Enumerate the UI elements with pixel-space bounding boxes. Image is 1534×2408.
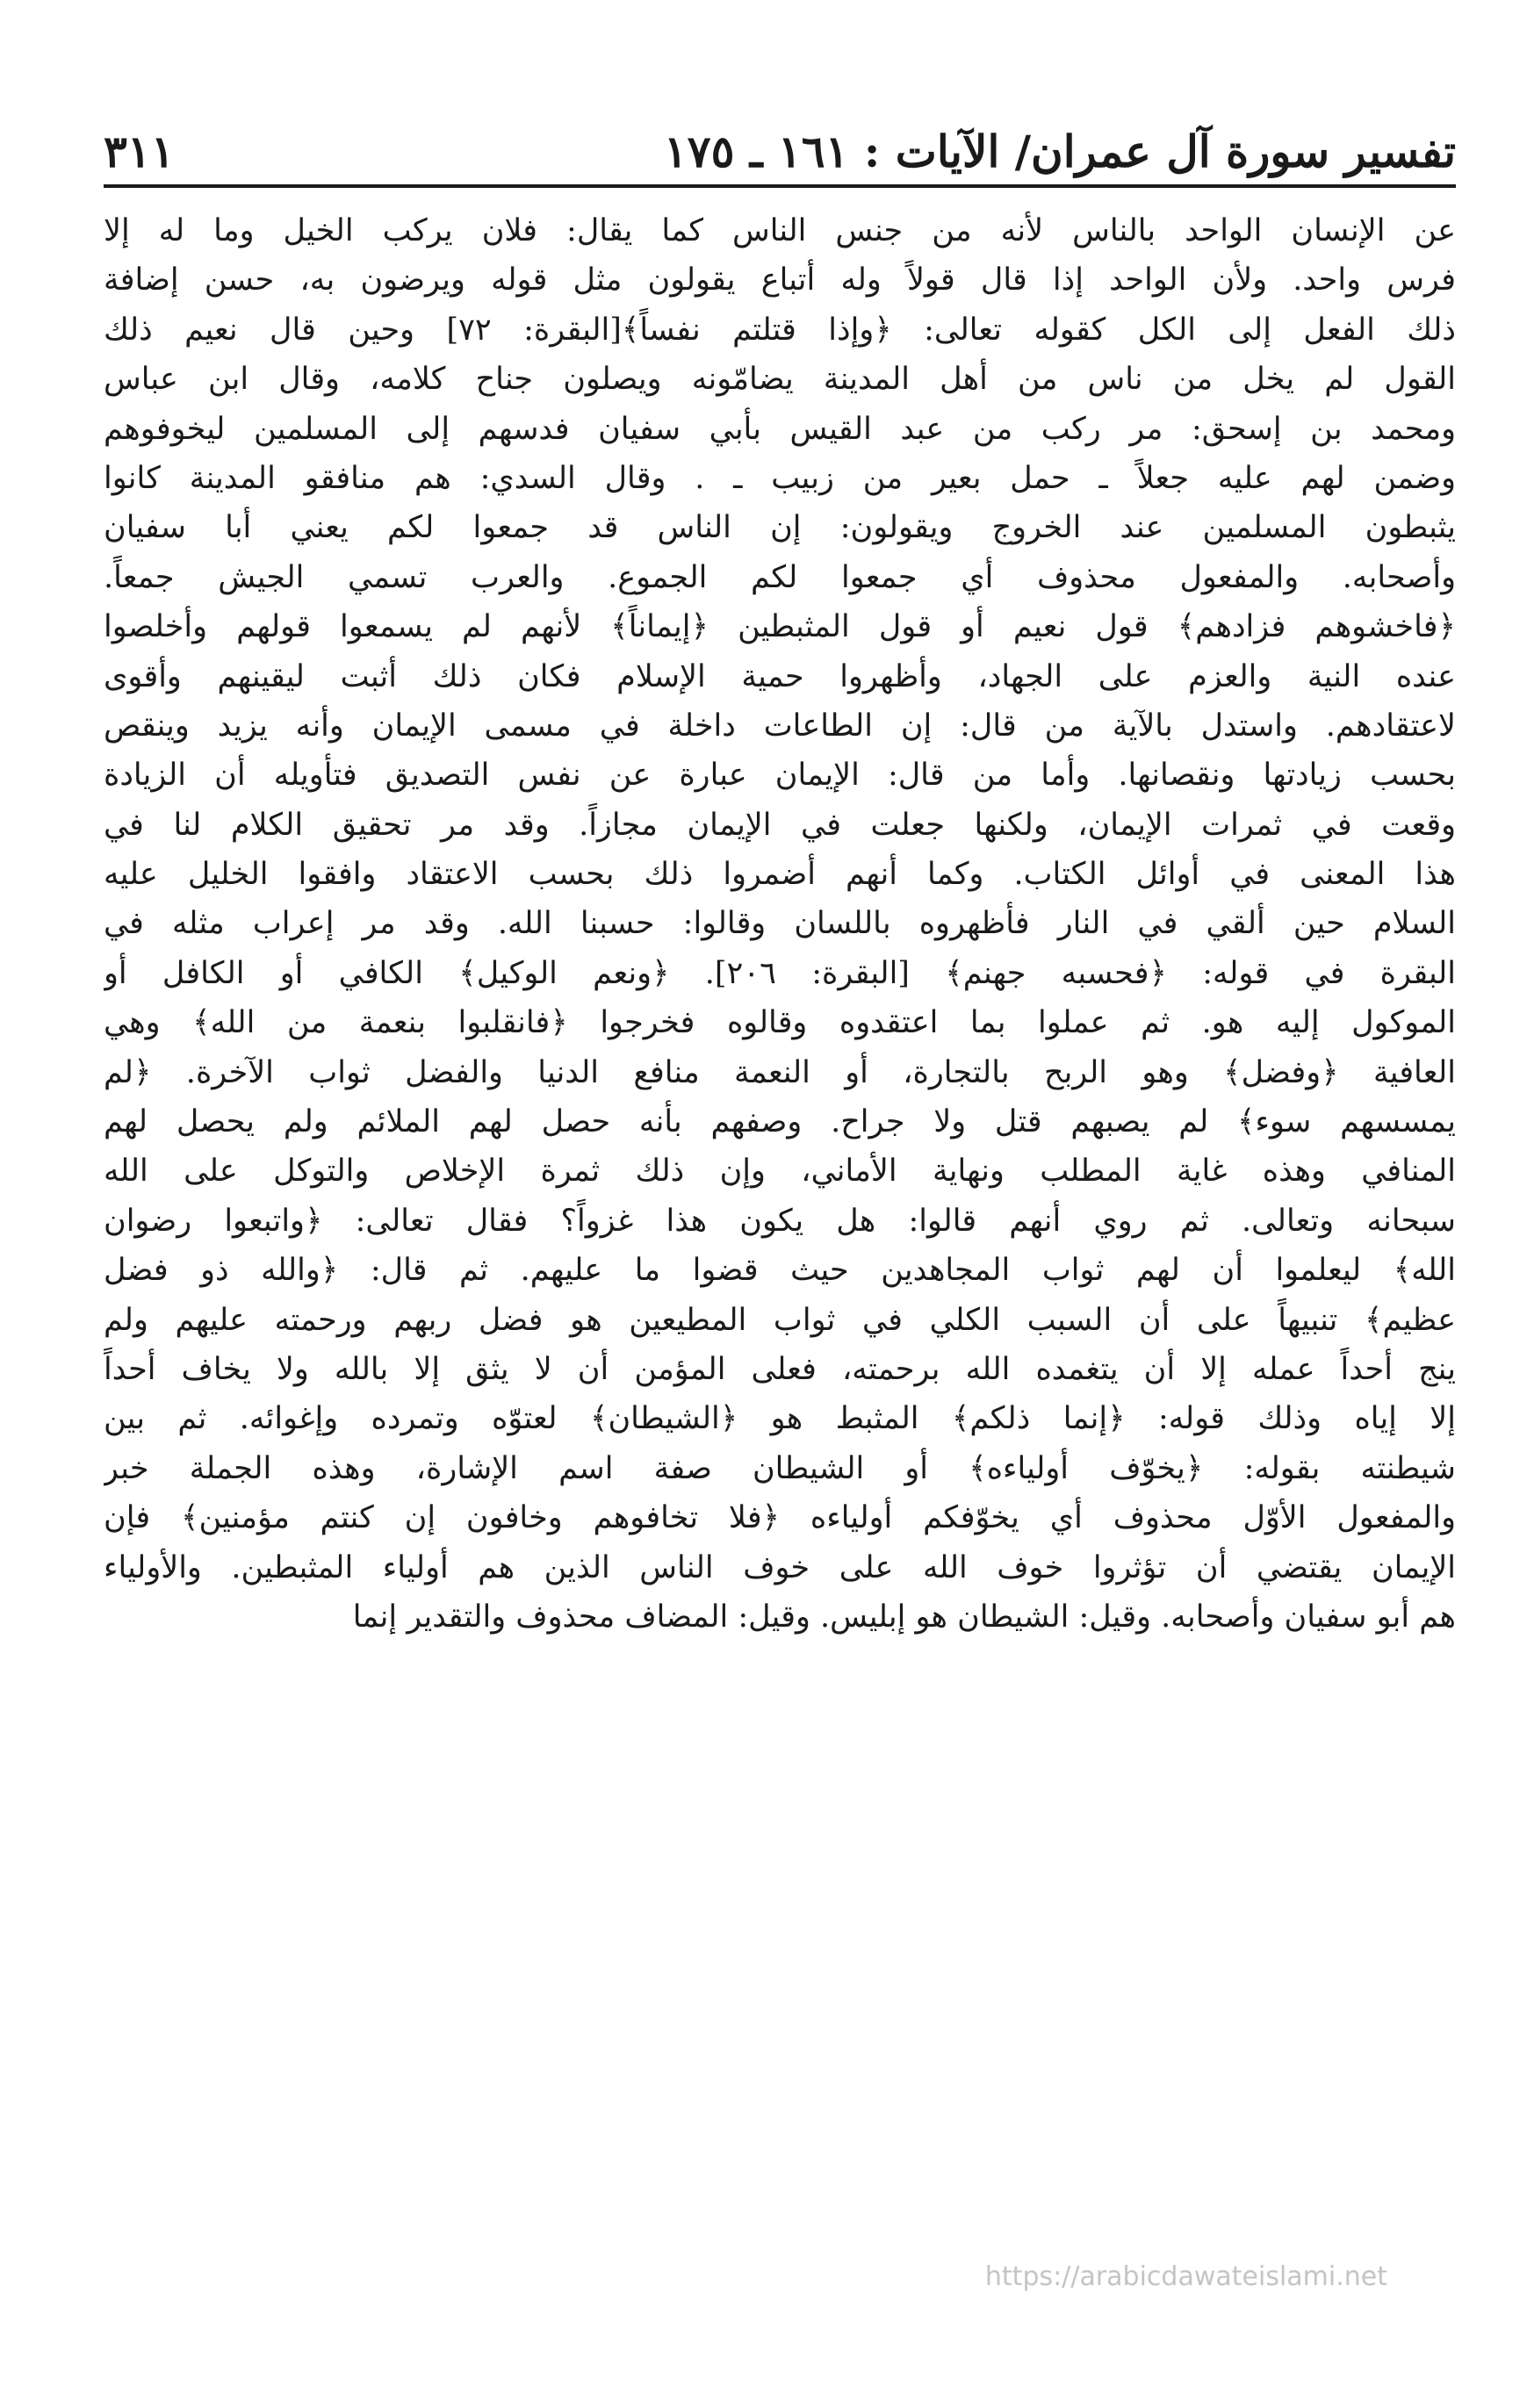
text-line: سبحانه وتعالى. ثم روي أنهم قالوا: هل يكون هذا غزواً؟ فقال تعالى: ﴿واتبعوا رضوان xyxy=(104,1203,1456,1239)
text-line: فرس واحد. ولأن الواحد إذا قال قولاً وله أتباع يقولون مثل قوله ويرضون به، حسن إضافة xyxy=(104,262,1456,298)
text-line: الإيمان يقتضي أن تؤثروا خوف الله على خوف الناس الذين هم أولياء المثبطين. والأولياء xyxy=(104,1549,1456,1585)
text-line: شيطنته بقوله: ﴿يخوّف أولياءه﴾ أو الشيطان صفة اسم الإشارة، وهذه الجملة خبر xyxy=(104,1450,1456,1486)
text-line: يثبطون المسلمين عند الخروج ويقولون: إن الناس قد جمعوا لكم يعني أبا سفيان xyxy=(104,510,1456,546)
text-line: بحسب زيادتها ونقصانها. وأما من قال: الإيمان عبارة عن نفس التصديق فتأويله أن الزيادة xyxy=(104,758,1456,794)
text-line: المنافي وهذه غاية المطلب ونهاية الأماني، وإن ذلك ثمرة الإخلاص والتوكل على الله xyxy=(104,1154,1456,1190)
text-line: ﴿فاخشوهم فزادهم﴾ قول نعيم أو قول المثبطين ﴿إيماناً﴾ لأنهم لم يسمعوا قولهم وأخلصوا xyxy=(104,609,1456,645)
running-title: تفسير سورة آل عمران/ الآيات : ١٦١ ـ ١٧٥ xyxy=(663,126,1456,177)
text-line: والمفعول الأوّل محذوف أي يخوّفكم أولياءه ﴿فلا تخافوهم وخافون إن كنتم مؤمنين﴾ فإن xyxy=(104,1500,1456,1536)
header-rule xyxy=(104,184,1456,188)
text-line: عن الإنسان الواحد بالناس لأنه من جنس الناس كما يقال: فلان يركب الخيل وما له إلا xyxy=(104,213,1456,248)
text-line: يمسسهم سوء﴾ لم يصبهم قتل ولا جراح. وصفهم بأنه حصل لهم الملائم ولم يحصل لهم xyxy=(104,1104,1456,1140)
text-line: ينج أحداً عمله إلا أن يتغمده الله برحمته، فعلى المؤمن أن لا يثق إلا بالله ولا يخاف أحداً xyxy=(104,1351,1456,1387)
text-line: لاعتقادهم. واستدل بالآية من قال: إن الطاعات داخلة في مسمى الإيمان وأنه يزيد وينقص xyxy=(104,708,1456,744)
text-line: القول لم يخل من ناس من أهل المدينة يضامّونه ويصلون جناح كلامه، وقال ابن عباس xyxy=(104,362,1456,398)
text-line: إلا إياه وذلك قوله: ﴿إنما ذلكم﴾ المثبط هو ﴿الشيطان﴾ لعتوّه وتمرده وإغوائه. ثم بين xyxy=(104,1401,1456,1437)
text-line: عنده النية والعزم على الجهاد، وأظهروا حمية الإسلام فكان ذلك أثبت ليقينهم وأقوى xyxy=(104,658,1456,694)
text-line: وقعت في ثمرات الإيمان، ولكنها جعلت في الإيمان مجازاً. وقد مر تحقيق الكلام لنا في xyxy=(104,807,1456,843)
body-text xyxy=(104,206,1456,2217)
text-line: هم أبو سفيان وأصحابه. وقيل: الشيطان هو إبليس. وقيل: المضاف محذوف والتقدير إنما xyxy=(352,1599,1456,1635)
watermark-url: https://arabicdawateislami.net xyxy=(984,2261,1387,2292)
text-line: البقرة في قوله: ﴿فحسبه جهنم﴾ [البقرة: ٢٠٦]. ﴿ونعم الوكيل﴾ الكافي أو الكافل أو xyxy=(104,955,1456,991)
text-line: ذلك الفعل إلى الكل كقوله تعالى: ﴿وإذا قتلتم نفساً﴾[البقرة: ٧٢] وحين قال نعيم ذلك xyxy=(104,312,1456,348)
text-line: هذا المعنى في أوائل الكتاب. وكما أنهم أضمروا ذلك بحسب الاعتقاد وافقوا الخليل عليه xyxy=(104,857,1456,893)
text-line: وأصحابه. والمفعول محذوف أي جمعوا لكم الجموع. والعرب تسمي الجيش جمعاً. xyxy=(104,559,1456,595)
text-line: ومحمد بن إسحق: مر ركب من عبد القيس بأبي سفيان فدسهم إلى المسلمين ليخوفوهم xyxy=(104,411,1456,447)
text-line: الله﴾ ليعلموا أن لهم ثواب المجاهدين حيث قضوا ما عليهم. ثم قال: ﴿والله ذو فضل xyxy=(104,1253,1456,1289)
page-number: ٣١١ xyxy=(104,126,175,177)
text-line: السلام حين ألقي في النار فأظهروه باللسان وقالوا: حسبنا الله. وقد مر إعراب مثله في xyxy=(104,906,1456,942)
text-line: العافية ﴿وفضل﴾ وهو الربح بالتجارة، أو النعمة منافع الدنيا والفضل ثواب الآخرة. ﴿لم xyxy=(104,1054,1456,1090)
text-line: عظيم﴾ تنبيهاً على أن السبب الكلي في ثواب المطيعين هو فضل ربهم ورحمته عليهم ولم xyxy=(104,1302,1456,1338)
text-line: الموكول إليه هو. ثم عملوا بما اعتقدوه وقالوه فخرجوا ﴿فانقلبوا بنعمة من الله﴾ وهي xyxy=(104,1005,1456,1041)
page-header xyxy=(104,104,1456,183)
text-line: وضمن لهم عليه جعلاً ـ حمل بعير من زبيب ـ . وقال السدي: هم منافقو المدينة كانوا xyxy=(104,460,1456,496)
